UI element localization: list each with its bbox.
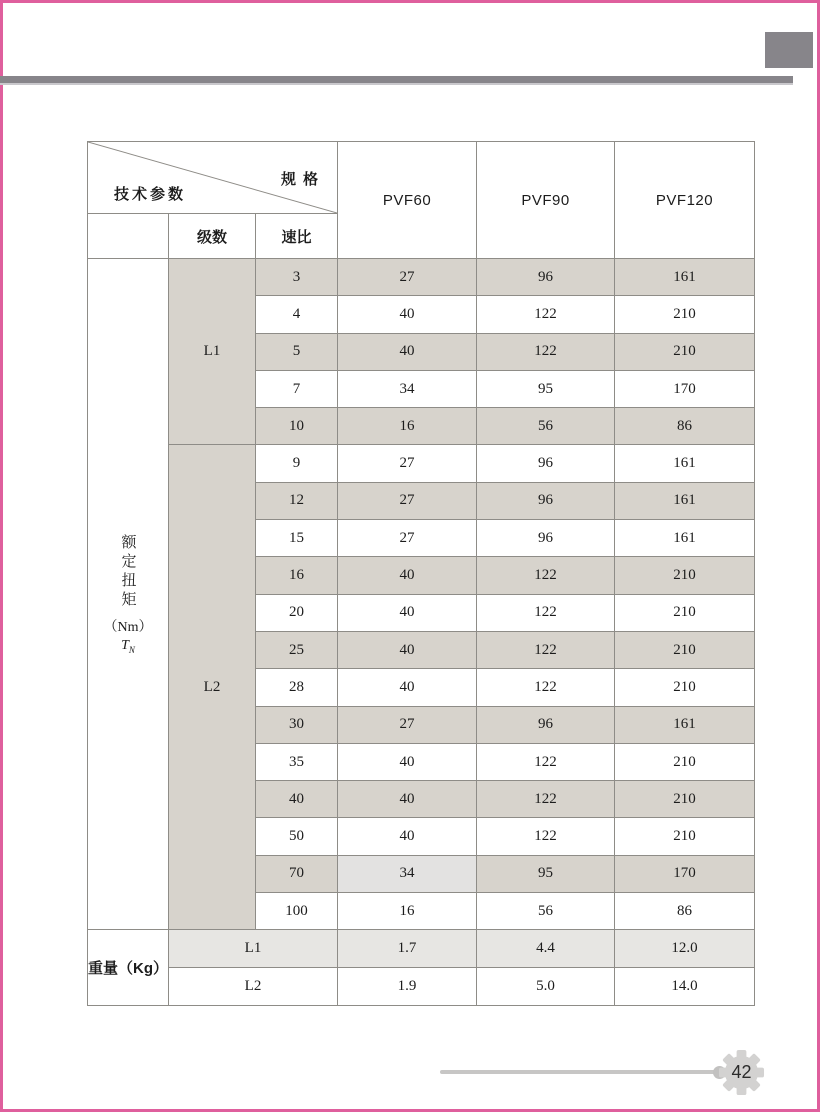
ratio-cell: 3 [256, 259, 338, 296]
value-cell: 161 [615, 520, 755, 557]
value-cell: 170 [615, 371, 755, 408]
value-cell: 210 [615, 818, 755, 855]
value-cell: 96 [477, 259, 615, 296]
value-cell: 210 [615, 334, 755, 371]
value-cell: 40 [338, 557, 477, 594]
value-cell: 96 [477, 483, 615, 520]
value-cell: 161 [615, 445, 755, 482]
value-cell: 86 [615, 408, 755, 445]
value-cell: 56 [477, 408, 615, 445]
page-number-gear-icon [718, 1049, 765, 1096]
spec-label: 规格 [280, 171, 325, 188]
value-cell: 122 [477, 744, 615, 781]
weight-value-cell: 12.0 [615, 930, 755, 968]
value-cell: 210 [615, 632, 755, 669]
value-cell: 86 [615, 893, 755, 930]
value-cell: 210 [615, 781, 755, 818]
value-cell: 170 [615, 856, 755, 893]
ratio-cell: 35 [256, 744, 338, 781]
column-header-pvf60: PVF60 [338, 142, 477, 259]
torque-symbol: $T_N$ [121, 637, 135, 655]
value-cell: 122 [477, 669, 615, 706]
page-number: 42 [731, 1062, 752, 1082]
value-cell: 27 [338, 520, 477, 557]
ratio-cell: 16 [256, 557, 338, 594]
value-cell: 161 [615, 707, 755, 744]
value-cell: 96 [477, 707, 615, 744]
weight-row-label: 重量（Kg） [88, 930, 169, 1006]
ratio-cell: 10 [256, 408, 338, 445]
stage-l2-cell: L2 [169, 445, 256, 930]
weight-value-cell: 4.4 [477, 930, 615, 968]
value-cell: 95 [477, 856, 615, 893]
ratio-cell: 9 [256, 445, 338, 482]
value-cell: 40 [338, 744, 477, 781]
value-cell: 210 [615, 669, 755, 706]
ratio-cell: 12 [256, 483, 338, 520]
value-cell: 122 [477, 818, 615, 855]
weight-value-cell: 1.7 [338, 930, 477, 968]
diagonal-header-cell [88, 142, 338, 214]
ratio-cell: 7 [256, 371, 338, 408]
stage-l1-cell: L1 [169, 259, 256, 445]
ratio-cell: 15 [256, 520, 338, 557]
value-cell: 16 [338, 893, 477, 930]
value-cell: 27 [338, 259, 477, 296]
ratio-cell: 100 [256, 893, 338, 930]
value-cell: 96 [477, 445, 615, 482]
value-cell: 56 [477, 893, 615, 930]
value-cell: 210 [615, 296, 755, 333]
weight-value-cell: 5.0 [477, 968, 615, 1006]
header-rule-bar [0, 76, 793, 85]
value-cell: 34 [338, 856, 477, 893]
torque-row-label [88, 259, 169, 930]
value-cell: 122 [477, 595, 615, 632]
torque-unit: （Nm） [103, 619, 153, 635]
value-cell: 16 [338, 408, 477, 445]
value-cell: 122 [477, 632, 615, 669]
value-cell: 34 [338, 371, 477, 408]
ratio-cell: 25 [256, 632, 338, 669]
value-cell: 27 [338, 445, 477, 482]
weight-value-cell: 14.0 [615, 968, 755, 1006]
footer-rule [440, 1070, 722, 1074]
value-cell: 210 [615, 557, 755, 594]
torque-label-text: 额定扭矩 [119, 533, 136, 610]
value-cell: 40 [338, 781, 477, 818]
ratio-cell: 70 [256, 856, 338, 893]
column-header-pvf120: PVF120 [615, 142, 755, 259]
spec-table [87, 141, 755, 1006]
ratio-cell: 30 [256, 707, 338, 744]
weight-stage-cell: L1 [169, 930, 338, 968]
ratio-cell: 5 [256, 334, 338, 371]
ratio-cell: 40 [256, 781, 338, 818]
value-cell: 40 [338, 669, 477, 706]
value-cell: 40 [338, 296, 477, 333]
tech-params-label: 技术参数 [114, 186, 187, 203]
weight-value-cell: 1.9 [338, 968, 477, 1006]
value-cell: 40 [338, 334, 477, 371]
ratio-header: 速比 [256, 214, 338, 259]
value-cell: 27 [338, 707, 477, 744]
value-cell: 27 [338, 483, 477, 520]
value-cell: 122 [477, 296, 615, 333]
value-cell: 96 [477, 520, 615, 557]
ratio-cell: 4 [256, 296, 338, 333]
blank-header-cell [88, 214, 169, 259]
ratio-cell: 50 [256, 818, 338, 855]
column-header-pvf90: PVF90 [477, 142, 615, 259]
value-cell: 40 [338, 818, 477, 855]
ratio-cell: 28 [256, 669, 338, 706]
ratio-cell: 20 [256, 595, 338, 632]
value-cell: 40 [338, 595, 477, 632]
value-cell: 40 [338, 632, 477, 669]
value-cell: 210 [615, 744, 755, 781]
value-cell: 122 [477, 557, 615, 594]
value-cell: 122 [477, 781, 615, 818]
value-cell: 95 [477, 371, 615, 408]
stage-header: 级数 [169, 214, 256, 259]
value-cell: 210 [615, 595, 755, 632]
value-cell: 161 [615, 259, 755, 296]
value-cell: 122 [477, 334, 615, 371]
header-corner-block [765, 32, 813, 68]
value-cell: 161 [615, 483, 755, 520]
weight-stage-cell: L2 [169, 968, 338, 1006]
